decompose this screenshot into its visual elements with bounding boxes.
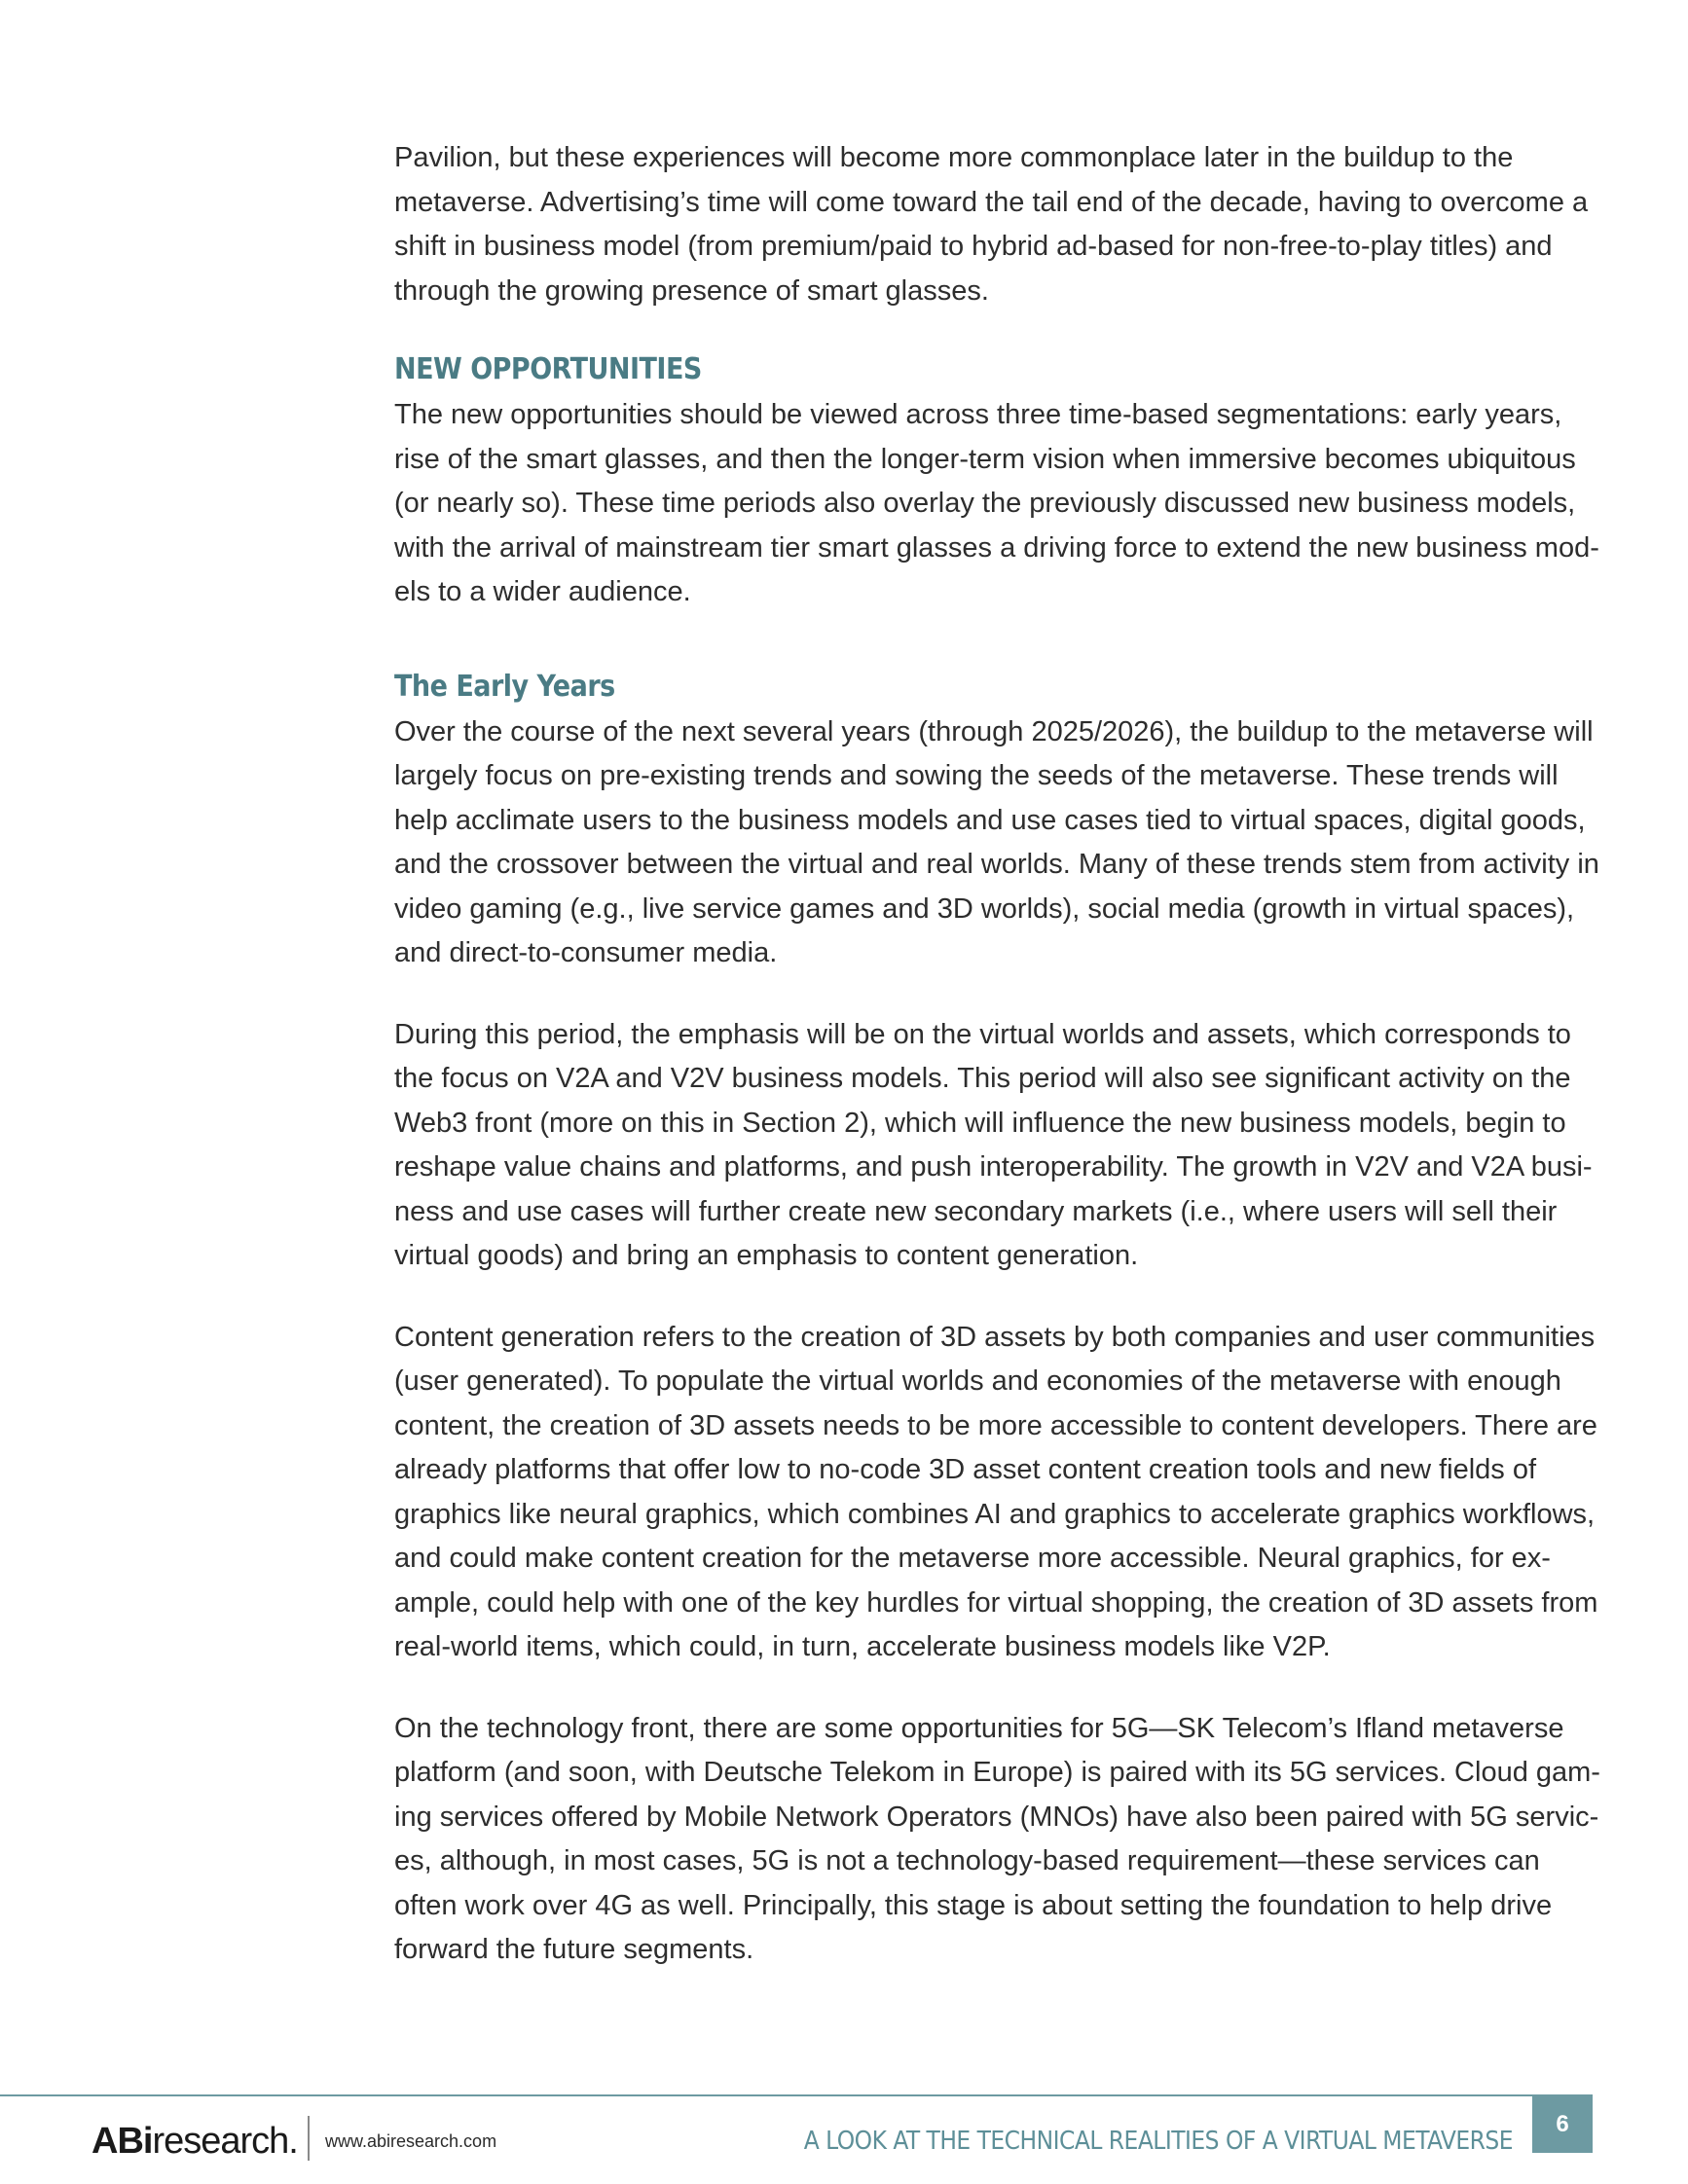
intro-paragraph: Pavilion, but these experiences will become more commonplace later in the buildup to the metaverse. Advertising’s time will come toward the tail end of the decade, having to overcome a shift in business model (from premium/paid to hybrid ad-based for non-free-to-play titles) and through the growing presence of smart glasses. (394, 142, 1589, 307)
page-content (394, 136, 1601, 2010)
document-title: A LOOK AT THE TECHNICAL REALITIES OF A VIRTUAL METAVERSE (803, 2127, 1513, 2156)
early-paragraph-2: During this period, the emphasis will be on the virtual worlds and assets, which corresponds to the focus on V2A and V2V business models. This period will also see significant activity on the Web3 front (more on this in Section 2), which will influence the new business models, begin to reshape value chains and platforms, and push interoperability. The growth in V2V and V2A busi-ness and use cases will further create new secondary markets (i.e., where users will sell their virtual goods) and bring an emphasis to content generation. (394, 1018, 1593, 1271)
section-heading: NEW OPPORTUNITIES (394, 352, 702, 386)
logo-research: research. (152, 2121, 298, 2162)
abi-research-logo (92, 2120, 298, 2163)
page-number: 6 (1532, 2096, 1593, 2153)
early-paragraph-4: On the technology front, there are some opportunities for 5G—SK Telecom’s Ifland metaverse platform (and soon, with Deutsche Telekom in Europe) is paired with its 5G services. Cloud gam-ing services offered by Mobile Network Operators (MNOs) have also been paired with 5G servic-es, although, in most cases, 5G is not a technology-based requirement—these services can often work over 4G as well. Principally, this stage is about setting the foundation to help drive forward the future segments. (394, 1712, 1600, 1965)
early-paragraph-3: Content generation refers to the creation of 3D assets by both companies and user communities (user generated). To populate the virtual worlds and economies of the metaverse with enough content, the creation of 3D assets needs to be more accessible to content developers. There are already platforms that offer low to no-code 3D asset content creation tools and new fields of graphics like neural graphics, which combines AI and graphics to accelerate graphics workflows, and could make content creation for the metaverse more accessible. Neural graphics, for ex-ample, could help with one of the key hurdles for virtual shopping, the creation of 3D assets from real-world items, which could, in turn, accelerate business models like V2P. (394, 1321, 1598, 1662)
logo-ab: ABi (92, 2121, 153, 2162)
page-footer (0, 2094, 1688, 2184)
early-paragraph-1: Over the course of the next several years (through 2025/2026), the buildup to the metaverse will largely focus on pre-existing trends and sowing the seeds of the metaverse. These trends will help acclimate users to the business models and use cases tied to virtual spaces, digital goods, and the crossover between the virtual and real worlds. Many of these trends stem from activity in video gaming (e.g., live service games and 3D worlds), social media (growth in virtual spaces), and direct-to-consumer media. (394, 715, 1599, 968)
website-url[interactable]: www.abiresearch.com (325, 2131, 497, 2151)
section-paragraph: The new opportunities should be viewed across three time-based segmentations: early years, rise of the smart glasses, and then the longer-term vision when immersive becomes ubiquitous (or nearly so). These time periods also overlay the previously discussed new business models, with the arrival of mainstream tier smart glasses a driving force to extend the new business mod-els to a wider audience. (394, 399, 1599, 607)
logo-divider (308, 2116, 310, 2161)
footer-divider (0, 2094, 1593, 2096)
subheading: The Early Years (394, 669, 615, 704)
